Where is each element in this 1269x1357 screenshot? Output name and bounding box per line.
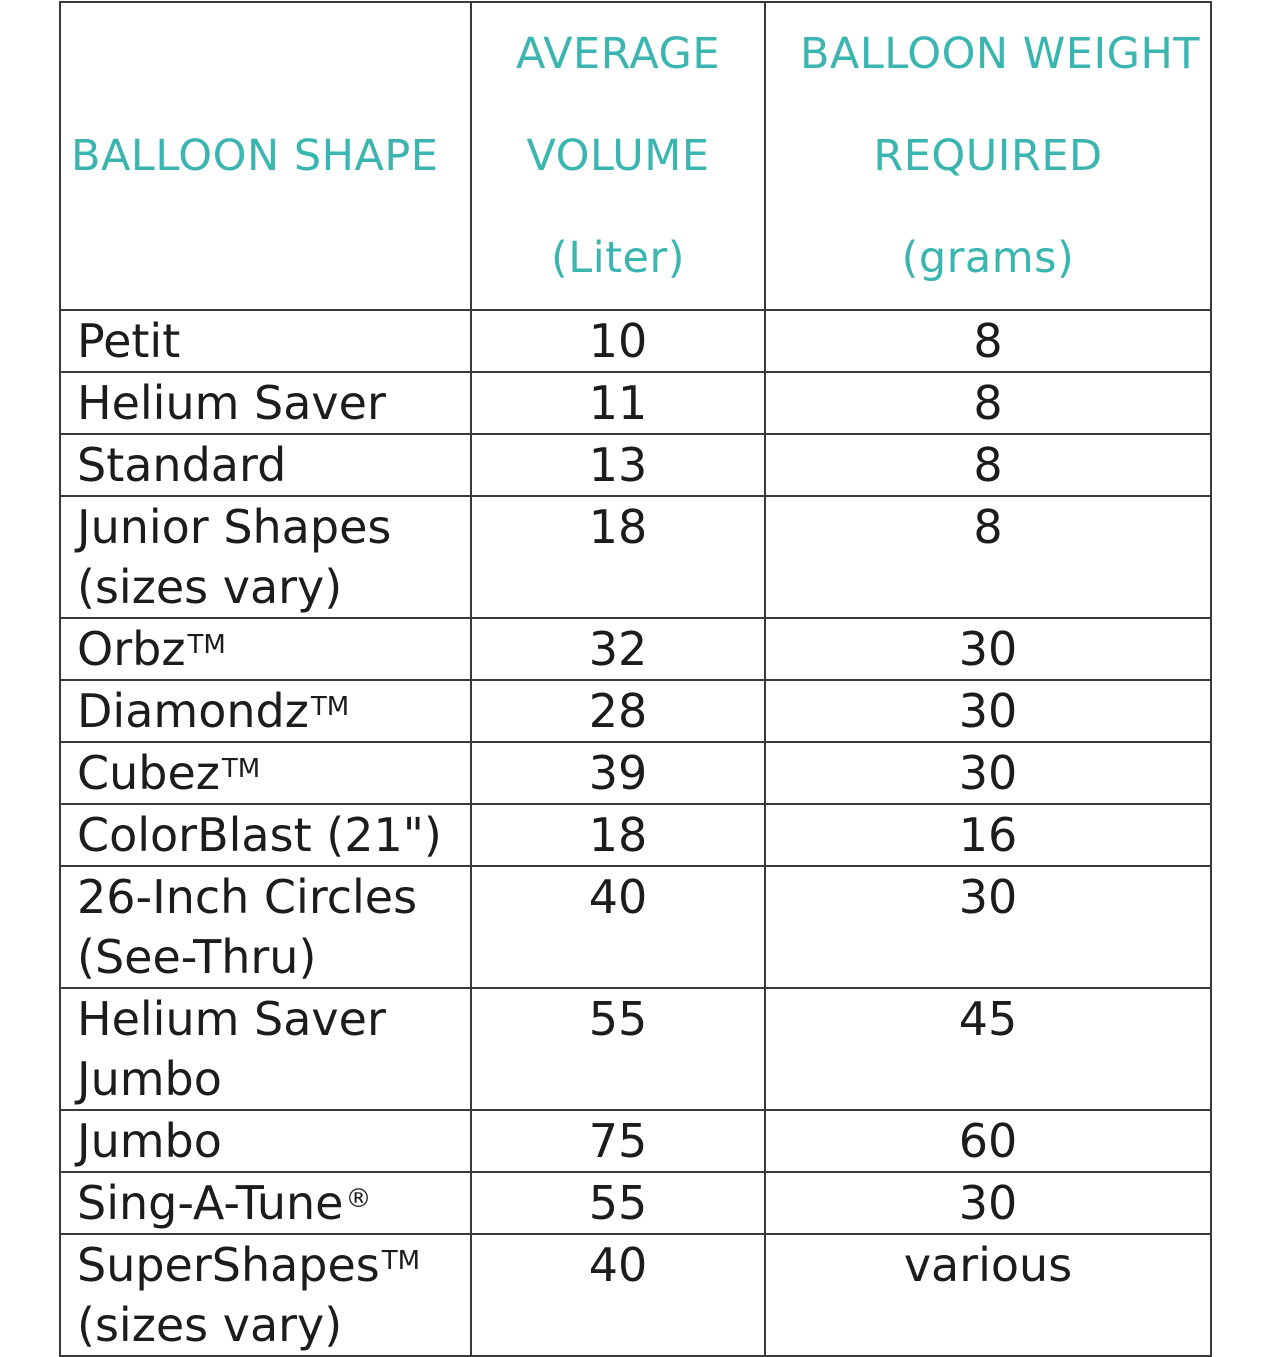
cell-balloon-weight: 45 xyxy=(765,988,1211,1110)
header-weight-line: BALLOON WEIGHT xyxy=(799,29,1201,79)
table-row xyxy=(60,1110,1211,1172)
shape-name-line xyxy=(77,805,470,865)
cell-average-volume: 55 xyxy=(471,988,765,1110)
table-row xyxy=(60,310,1211,372)
shape-name-second-line: Jumbo xyxy=(77,1052,222,1106)
shape-name: Standard xyxy=(77,438,287,492)
shape-name: Helium Saver xyxy=(77,992,386,1046)
cell-balloon-shape xyxy=(60,618,471,680)
cell-balloon-shape xyxy=(60,866,471,988)
table-row xyxy=(60,434,1211,496)
shape-name-line xyxy=(77,497,470,557)
table-row xyxy=(60,680,1211,742)
table-row xyxy=(60,372,1211,434)
shape-name-line xyxy=(77,1173,470,1233)
shape-name: Jumbo xyxy=(77,1114,222,1168)
cell-balloon-shape xyxy=(60,434,471,496)
shape-name: Sing-A-Tune xyxy=(77,1176,344,1230)
shape-name: 26-Inch Circles xyxy=(77,870,418,924)
cell-balloon-weight: 30 xyxy=(765,742,1211,804)
header-volume-line: VOLUME xyxy=(526,131,710,181)
cell-balloon-shape xyxy=(60,372,471,434)
cell-balloon-weight: 60 xyxy=(765,1110,1211,1172)
header-row xyxy=(60,2,1211,310)
cell-balloon-shape xyxy=(60,988,471,1110)
shape-name-line xyxy=(77,1235,470,1295)
shape-name-line xyxy=(77,619,470,679)
cell-average-volume: 40 xyxy=(471,1234,765,1356)
header-volume-line: (Liter) xyxy=(551,233,685,283)
cell-average-volume: 11 xyxy=(471,372,765,434)
cell-balloon-shape xyxy=(60,1110,471,1172)
header-balloon-shape: BALLOON SHAPE xyxy=(60,2,471,310)
cell-balloon-weight: 8 xyxy=(765,372,1211,434)
cell-average-volume: 13 xyxy=(471,434,765,496)
cell-average-volume: 32 xyxy=(471,618,765,680)
shape-name-line xyxy=(77,989,470,1049)
shape-name: Orbz xyxy=(77,622,186,676)
trademark-mark: TM xyxy=(310,692,350,722)
cell-balloon-shape xyxy=(60,804,471,866)
table-row xyxy=(60,742,1211,804)
cell-balloon-shape xyxy=(60,1234,471,1356)
cell-balloon-weight: 30 xyxy=(765,680,1211,742)
cell-average-volume: 55 xyxy=(471,1172,765,1234)
cell-balloon-weight: 8 xyxy=(765,310,1211,372)
cell-average-volume: 39 xyxy=(471,742,765,804)
header-average-volume xyxy=(471,2,765,310)
header-balloon-weight xyxy=(765,2,1211,310)
shape-name: SuperShapes xyxy=(77,1238,380,1292)
cell-average-volume: 40 xyxy=(471,866,765,988)
cell-balloon-shape xyxy=(60,742,471,804)
cell-average-volume: 10 xyxy=(471,310,765,372)
table-row xyxy=(60,1234,1211,1356)
trademark-mark: TM xyxy=(221,754,261,784)
cell-average-volume: 28 xyxy=(471,680,765,742)
header-weight-line: REQUIRED xyxy=(873,131,1103,181)
shape-name: Petit xyxy=(77,314,181,368)
cell-balloon-shape xyxy=(60,310,471,372)
cell-balloon-shape xyxy=(60,496,471,618)
table-body xyxy=(60,310,1211,1356)
registered-mark: ® xyxy=(345,1184,372,1214)
header-volume-line: AVERAGE xyxy=(515,29,721,79)
cell-balloon-weight: 30 xyxy=(765,618,1211,680)
table-row xyxy=(60,988,1211,1110)
cell-balloon-shape xyxy=(60,1172,471,1234)
shape-name: Diamondz xyxy=(77,684,309,738)
cell-balloon-weight: 8 xyxy=(765,434,1211,496)
cell-balloon-weight: 8 xyxy=(765,496,1211,618)
table-row xyxy=(60,1172,1211,1234)
cell-balloon-weight: 30 xyxy=(765,866,1211,988)
trademark-mark: TM xyxy=(187,630,226,660)
shape-name-line xyxy=(77,867,470,927)
cell-balloon-weight: 16 xyxy=(765,804,1211,866)
cell-balloon-weight: 30 xyxy=(765,1172,1211,1234)
cell-balloon-weight: various xyxy=(765,1234,1211,1356)
shape-name-line xyxy=(77,681,470,741)
cell-average-volume: 18 xyxy=(471,496,765,618)
header-weight-line: (grams) xyxy=(901,233,1075,283)
shape-name: Helium Saver xyxy=(77,376,386,430)
table-row xyxy=(60,496,1211,618)
table-row xyxy=(60,618,1211,680)
cell-average-volume: 18 xyxy=(471,804,765,866)
trademark-mark: TM xyxy=(381,1246,421,1276)
balloon-spec-table xyxy=(59,1,1212,1357)
table-row xyxy=(60,866,1211,988)
cell-balloon-shape xyxy=(60,680,471,742)
shape-name: Junior Shapes xyxy=(77,500,392,554)
cell-average-volume: 75 xyxy=(471,1110,765,1172)
shape-name-line xyxy=(77,435,470,495)
shape-name: ColorBlast (21") xyxy=(77,808,442,862)
shape-name-line xyxy=(77,1111,470,1171)
table-row xyxy=(60,804,1211,866)
shape-name-second-line: (sizes vary) xyxy=(77,1298,343,1352)
shape-name-line xyxy=(77,373,470,433)
shape-name-second-line: (See-Thru) xyxy=(77,930,317,984)
shape-name-line xyxy=(77,743,470,803)
shape-name-second-line: (sizes vary) xyxy=(77,560,343,614)
shape-name: Cubez xyxy=(77,746,220,800)
shape-name-line xyxy=(77,311,470,371)
